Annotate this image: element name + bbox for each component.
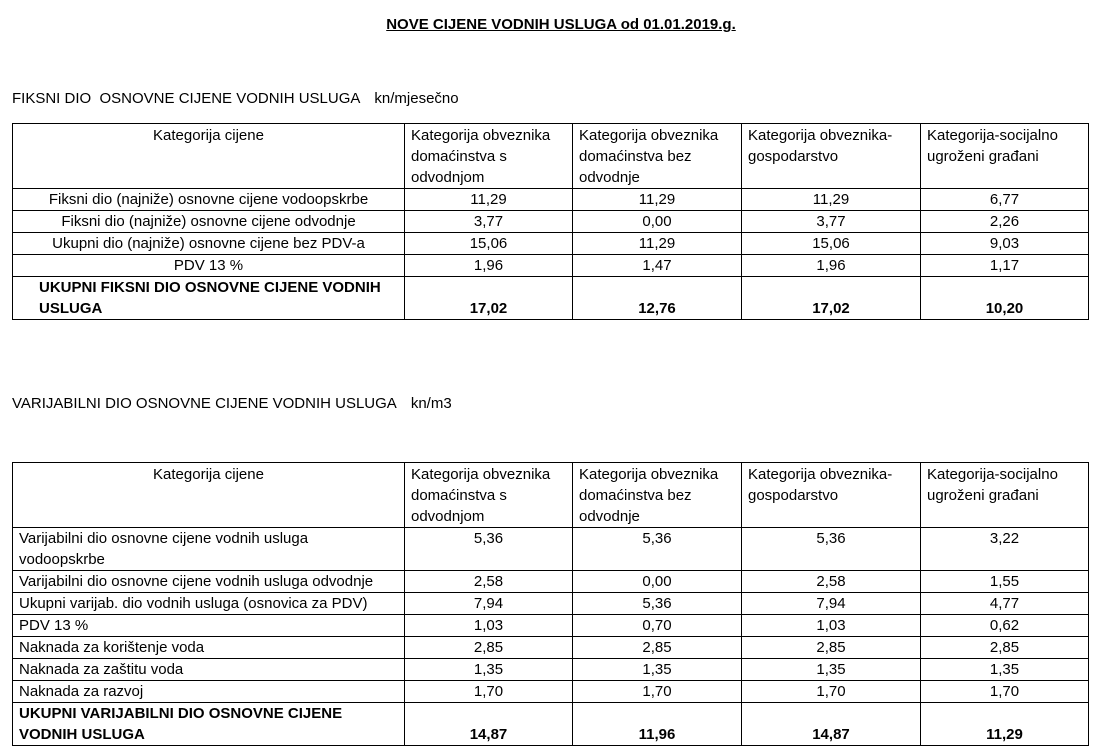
value-cell: 5,36 <box>573 528 742 571</box>
total-value-cell: 11,96 <box>573 703 742 746</box>
value-cell: 1,17 <box>921 255 1089 277</box>
row-label: Fiksni dio (najniže) osnovne cijene odvodnje <box>13 211 405 233</box>
value-cell: 1,70 <box>921 681 1089 703</box>
value-cell: 1,35 <box>921 659 1089 681</box>
row-label: Ukupni dio (najniže) osnovne cijene bez PDV-a <box>13 233 405 255</box>
value-cell: 2,26 <box>921 211 1089 233</box>
table-row <box>13 233 1089 255</box>
value-cell: 11,29 <box>573 189 742 211</box>
fixed-heading-text: FIKSNI DIO OSNOVNE CIJENE VODNIH USLUGA <box>12 90 361 107</box>
value-cell: 1,70 <box>742 681 921 703</box>
value-cell: 0,00 <box>573 571 742 593</box>
header-cell: Kategorija obveznika-gospodarstvo <box>742 124 921 189</box>
value-cell: 2,58 <box>742 571 921 593</box>
table-row <box>13 528 1089 571</box>
row-label: Varijabilni dio osnovne cijene vodnih usluga odvodnje <box>13 571 405 593</box>
value-cell: 0,62 <box>921 615 1089 637</box>
header-cell: Kategorija cijene <box>13 124 405 189</box>
total-label: UKUPNI FIKSNI DIO OSNOVNE CIJENE VODNIH USLUGA <box>13 277 405 320</box>
row-label: Naknada za razvoj <box>13 681 405 703</box>
table-row <box>13 637 1089 659</box>
page-title: NOVE CIJENE VODNIH USLUGA od 01.01.2019.g. <box>386 16 736 33</box>
value-cell: 7,94 <box>742 593 921 615</box>
value-cell: 15,06 <box>405 233 573 255</box>
fixed-unit-text: kn/mjesečno <box>374 90 459 107</box>
value-cell: 11,29 <box>573 233 742 255</box>
value-cell: 1,35 <box>405 659 573 681</box>
value-cell: 2,85 <box>742 637 921 659</box>
row-label: Naknada za korištenje voda <box>13 637 405 659</box>
header-cell: Kategorija obveznika domaćinstva s odvodnjom <box>405 124 573 189</box>
header-cell: Kategorija-socijalno ugroženi građani <box>921 124 1089 189</box>
value-cell: 2,85 <box>405 637 573 659</box>
total-row <box>13 703 1089 746</box>
value-cell: 0,00 <box>573 211 742 233</box>
table-row <box>13 571 1089 593</box>
total-value-cell: 17,02 <box>742 277 921 320</box>
value-cell: 1,03 <box>742 615 921 637</box>
value-cell: 0,70 <box>573 615 742 637</box>
value-cell: 11,29 <box>742 189 921 211</box>
total-value-cell: 12,76 <box>573 277 742 320</box>
value-cell: 4,77 <box>921 593 1089 615</box>
value-cell: 1,70 <box>573 681 742 703</box>
row-label: Varijabilni dio osnovne cijene vodnih usluga vodoopskrbe <box>13 528 405 571</box>
row-label: PDV 13 % <box>13 615 405 637</box>
fixed-price-table <box>12 123 1089 320</box>
value-cell: 3,77 <box>742 211 921 233</box>
value-cell: 5,36 <box>573 593 742 615</box>
value-cell: 5,36 <box>405 528 573 571</box>
value-cell: 6,77 <box>921 189 1089 211</box>
table-header-row <box>13 463 1089 528</box>
header-cell: Kategorija cijene <box>13 463 405 528</box>
value-cell: 2,85 <box>573 637 742 659</box>
variable-heading-text: VARIJABILNI DIO OSNOVNE CIJENE VODNIH USLUGA <box>12 395 397 412</box>
value-cell: 5,36 <box>742 528 921 571</box>
row-label: PDV 13 % <box>13 255 405 277</box>
value-cell: 3,22 <box>921 528 1089 571</box>
value-cell: 1,35 <box>573 659 742 681</box>
value-cell: 9,03 <box>921 233 1089 255</box>
value-cell: 1,47 <box>573 255 742 277</box>
table-header-row <box>13 124 1089 189</box>
value-cell: 3,77 <box>405 211 573 233</box>
variable-section-heading <box>12 395 452 412</box>
total-value-cell: 11,29 <box>921 703 1089 746</box>
table-row <box>13 255 1089 277</box>
total-value-cell: 10,20 <box>921 277 1089 320</box>
row-label: Fiksni dio (najniže) osnovne cijene vodoopskrbe <box>13 189 405 211</box>
value-cell: 1,96 <box>405 255 573 277</box>
total-row <box>13 277 1089 320</box>
value-cell: 1,96 <box>742 255 921 277</box>
header-cell: Kategorija obveznika-gospodarstvo <box>742 463 921 528</box>
total-label: UKUPNI VARIJABILNI DIO OSNOVNE CIJENE VODNIH USLUGA <box>13 703 405 746</box>
total-value-cell: 14,87 <box>742 703 921 746</box>
value-cell: 1,55 <box>921 571 1089 593</box>
value-cell: 15,06 <box>742 233 921 255</box>
total-value-cell: 17,02 <box>405 277 573 320</box>
value-cell: 2,85 <box>921 637 1089 659</box>
header-cell: Kategorija obveznika domaćinstva bez odvodnje <box>573 124 742 189</box>
table-row <box>13 593 1089 615</box>
table-row <box>13 681 1089 703</box>
value-cell: 7,94 <box>405 593 573 615</box>
value-cell: 11,29 <box>405 189 573 211</box>
table-row <box>13 615 1089 637</box>
row-label: Ukupni varijab. dio vodnih usluga (osnovica za PDV) <box>13 593 405 615</box>
value-cell: 1,03 <box>405 615 573 637</box>
table-row <box>13 189 1089 211</box>
value-cell: 1,70 <box>405 681 573 703</box>
header-cell: Kategorija obveznika domaćinstva bez odvodnje <box>573 463 742 528</box>
variable-price-table <box>12 462 1089 746</box>
total-value-cell: 14,87 <box>405 703 573 746</box>
row-label: Naknada za zaštitu voda <box>13 659 405 681</box>
header-cell: Kategorija-socijalno ugroženi građani <box>921 463 1089 528</box>
value-cell: 1,35 <box>742 659 921 681</box>
fixed-section-heading <box>12 90 459 107</box>
value-cell: 2,58 <box>405 571 573 593</box>
variable-unit-text: kn/m3 <box>410 395 452 412</box>
table-row <box>13 659 1089 681</box>
header-cell: Kategorija obveznika domaćinstva s odvodnjom <box>405 463 573 528</box>
table-row <box>13 211 1089 233</box>
